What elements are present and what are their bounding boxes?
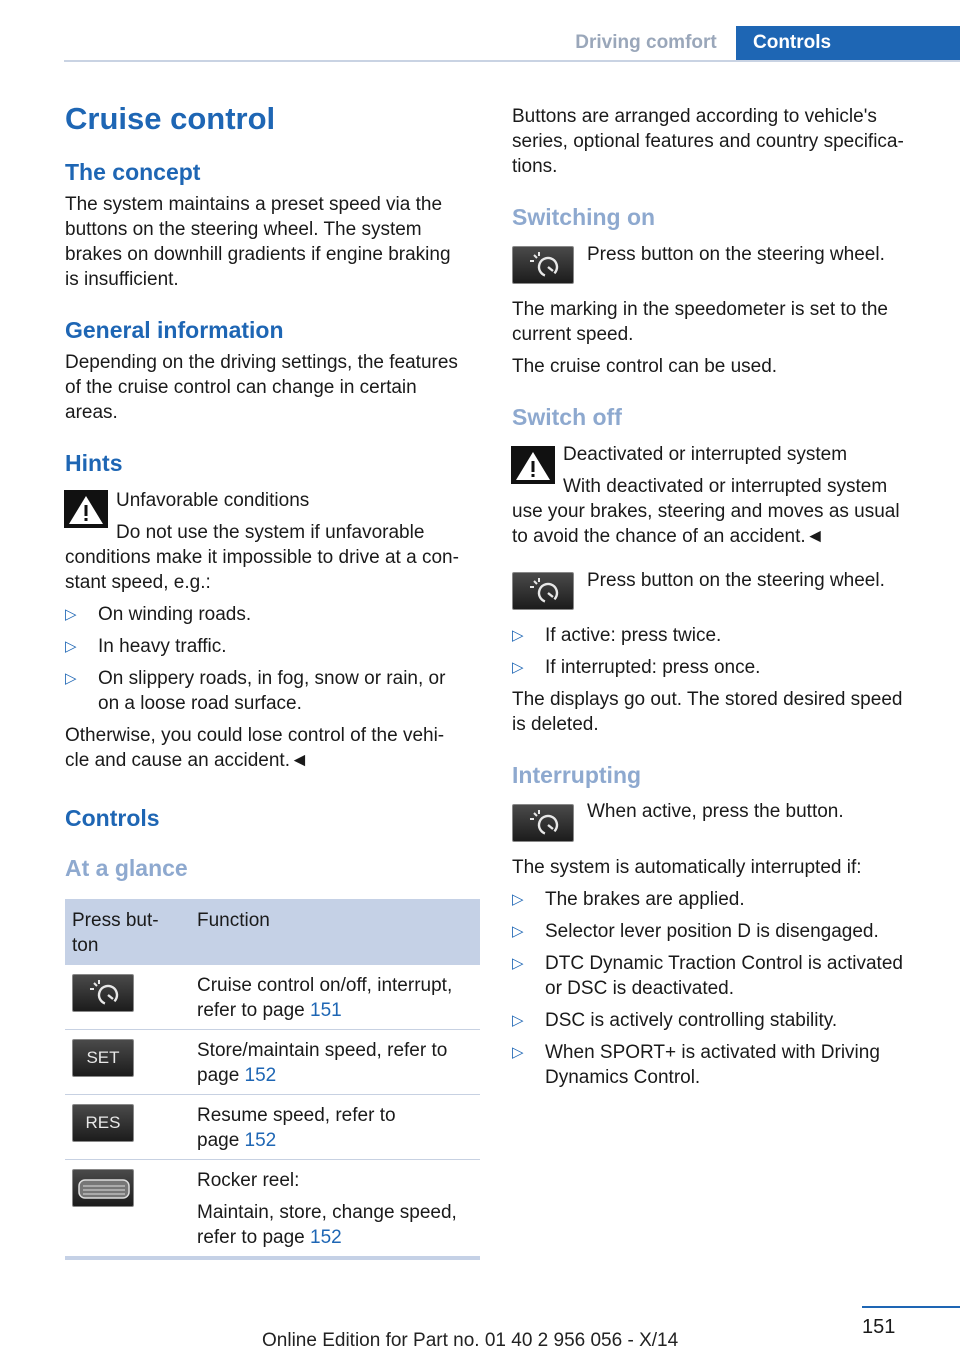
res-button-icon: RES — [72, 1104, 134, 1142]
table-col-button: Press but- ton — [72, 910, 159, 956]
bullet-triangle-icon: ▷ — [512, 1044, 524, 1061]
table-row: Cruise control on/off, interrupt, refer to page 151 — [197, 975, 453, 1021]
cruise-control-button-icon — [512, 246, 574, 284]
switching-on-heading: Switching on — [512, 204, 656, 230]
page-link[interactable]: 151 — [310, 1000, 342, 1021]
interrupting-heading: Interrupting — [512, 762, 642, 788]
edition-note: Online Edition for Part no. 01 40 2 956 056 - X/14 — [262, 1330, 679, 1351]
page-link[interactable]: 152 — [310, 1227, 342, 1248]
cruise-control-button-icon — [72, 974, 134, 1012]
page-number: 151 — [862, 1316, 896, 1338]
cruise-control-button-icon — [512, 804, 574, 842]
glance-heading: At a glance — [65, 855, 188, 881]
hints-heading: Hints — [65, 450, 123, 476]
hints-line-3: stant speed, e.g.: — [65, 572, 211, 593]
bullet-triangle-icon: ▷ — [65, 638, 77, 655]
header-chapter-tab: Controls — [736, 26, 960, 60]
bullet-triangle-icon: ▷ — [512, 891, 524, 908]
row-divider — [65, 1029, 480, 1030]
bullet-triangle-icon: ▷ — [65, 606, 77, 623]
row-divider — [65, 1094, 480, 1095]
bullet-triangle-icon: ▷ — [65, 670, 77, 687]
switch-off-after: The displays go out. The stored desired speed is deleted. — [512, 689, 903, 735]
table-row: Rocker reel: Maintain, store, change speed, refer to page 152 — [197, 1170, 457, 1248]
hints-after: Otherwise, you could lose control of the vehi- cle and cause an accident.◄ — [65, 725, 445, 771]
switch-off-heading: Switch off — [512, 404, 622, 430]
table-col-function: Function — [197, 910, 270, 931]
controls-heading: Controls — [65, 805, 160, 831]
general-text: Depending on the driving settings, the features of the cruise control can change in certain areas. — [65, 352, 458, 423]
header-section: Driving comfort — [575, 32, 717, 53]
table-row: Resume speed, refer to page 152 — [197, 1105, 396, 1151]
page-link[interactable]: 152 — [244, 1065, 277, 1086]
page-link[interactable]: 152 — [244, 1130, 277, 1151]
footer-rule — [862, 1306, 960, 1308]
page-title: Cruise control — [65, 101, 276, 136]
switching-on-press: Press button on the steering wheel. — [587, 244, 885, 265]
interrupting-intro: The system is automatically interrupted if: — [512, 857, 862, 878]
bullet-triangle-icon: ▷ — [512, 955, 524, 972]
switch-off-warning-title: Deactivated or interrupted system — [563, 444, 848, 465]
bullet-triangle-icon: ▷ — [512, 659, 524, 676]
set-button-icon: SET — [72, 1039, 134, 1077]
rocker-reel-icon — [72, 1169, 134, 1207]
warning-icon — [64, 490, 108, 528]
switch-off-press: Press button on the steering wheel. — [587, 570, 885, 591]
bullet-triangle-icon: ▷ — [512, 923, 524, 940]
general-heading: General information — [65, 317, 284, 343]
concept-text: The system maintains a preset speed via the buttons on the steering wheel. The system brakes on downhill gradients if engine braking is insufficient. — [65, 194, 451, 290]
switch-off-warn-3: to avoid the chance of an accident.◄ — [512, 526, 825, 547]
switching-on-text: The marking in the speedometer is set to the current speed. — [512, 299, 888, 345]
bullet-triangle-icon: ▷ — [512, 1012, 524, 1029]
switch-off-warn-1: With deactivated or interrupted system — [563, 476, 888, 497]
hints-warning-title: Unfavorable conditions — [116, 490, 310, 511]
concept-heading: The concept — [65, 159, 201, 185]
hints-line-2: conditions make it impossible to drive at a con- — [65, 547, 459, 568]
switch-off-warn-2: use your brakes, steering and moves as usual — [512, 501, 900, 522]
hints-line-1: Do not use the system if unfavorable — [116, 522, 425, 543]
header-rule — [64, 60, 960, 62]
table-bottom-rule — [65, 1256, 480, 1260]
bullet-triangle-icon: ▷ — [512, 627, 524, 644]
table-row: Store/maintain speed, refer to page 152 — [197, 1040, 448, 1086]
cruise-control-button-icon — [512, 572, 574, 610]
row-divider — [65, 1159, 480, 1160]
switching-on-usable: The cruise control can be used. — [512, 356, 778, 377]
warning-icon — [511, 446, 555, 484]
interrupting-press: When active, press the button. — [587, 801, 844, 822]
intro-text: Buttons are arranged according to vehicle's series, optional features and country specifica- tions. — [512, 106, 904, 177]
